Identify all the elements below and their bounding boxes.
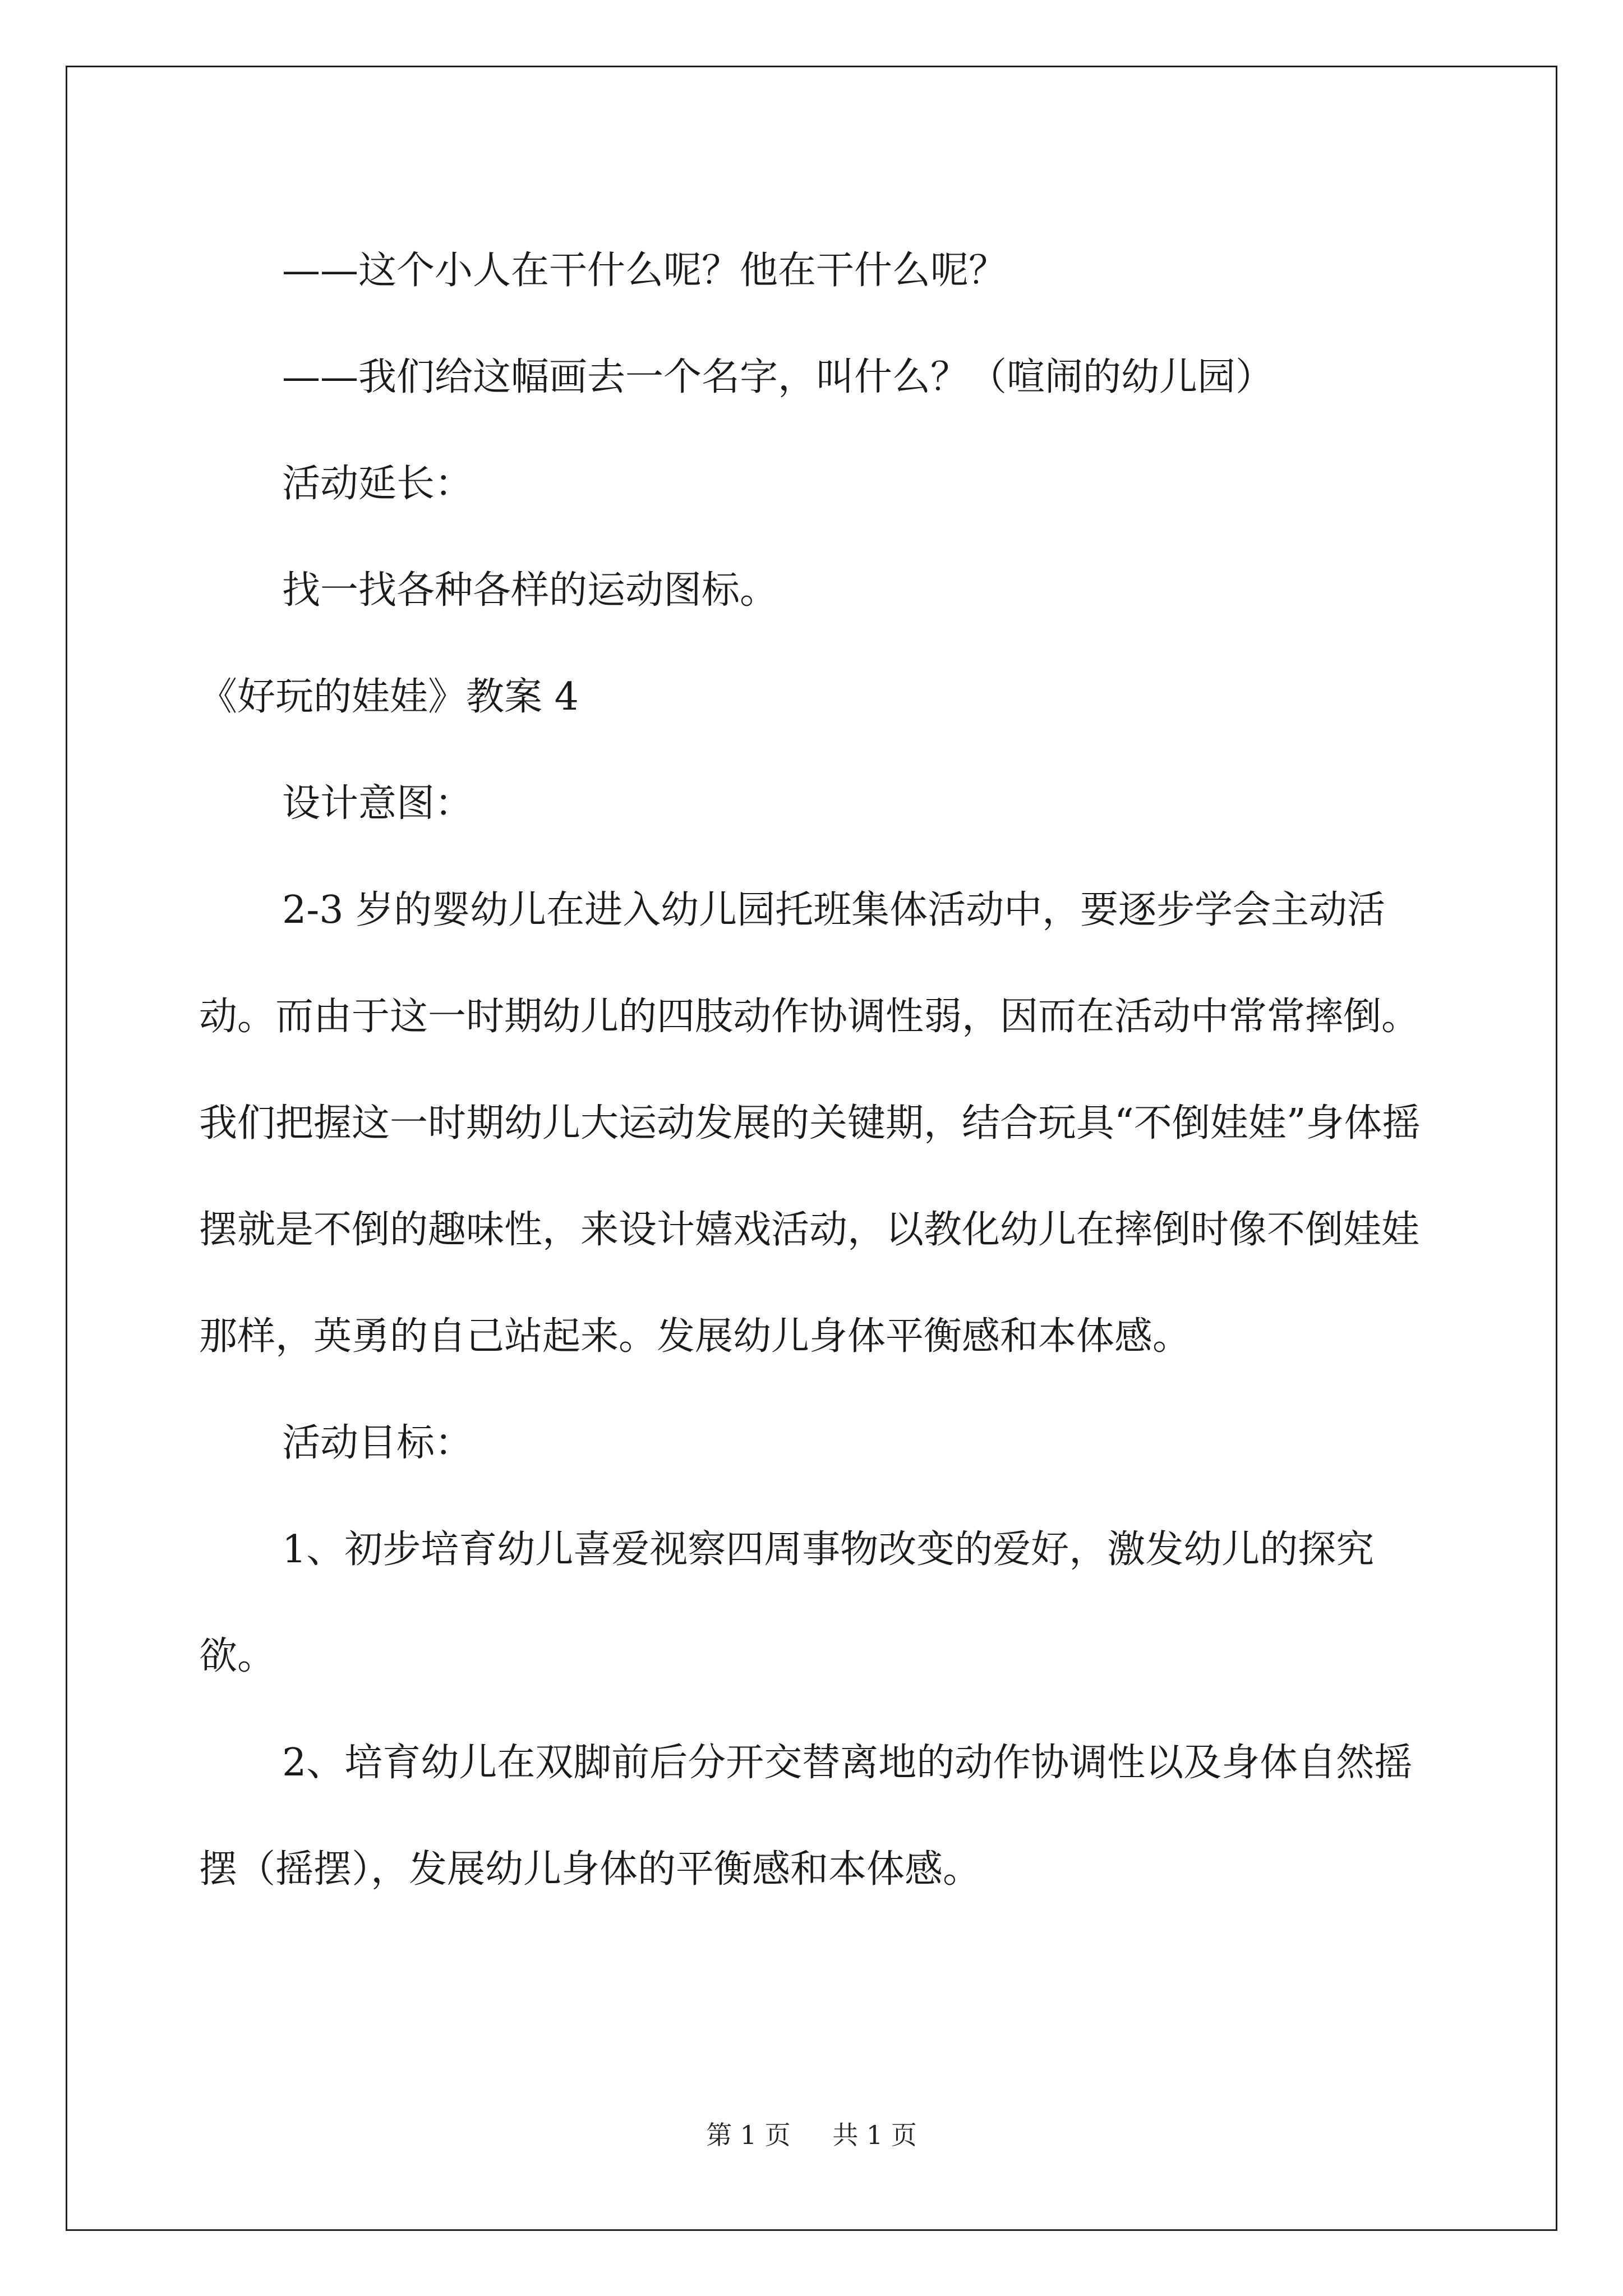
section-label-goals: 活动目标： — [282, 1421, 473, 1465]
lesson-title: 《好玩的娃娃》教案 4 — [199, 675, 579, 719]
section-label-design: 设计意图： — [282, 781, 473, 826]
dialogue-line-1: ——这个小人在干什么呢？他在干什么呢？ — [282, 249, 1007, 293]
page-total: 共 1 页 — [832, 2120, 917, 2150]
document-body — [199, 218, 1433, 1923]
section-label-extension: 活动延长： — [282, 462, 473, 506]
extension-text: 找一找各种各样的运动图标。 — [282, 568, 778, 613]
page-footer — [0, 2115, 1623, 2152]
goal-item-2: 2、培育幼儿在双脚前后分开交替离地的动作协调性以及身体自然摇摆（摇摆），发展幼儿身体的平衡感和本体感。 — [199, 1741, 1413, 1892]
dialogue-line-2: ——我们给这幅画去一个名字，叫什么？（喧闹的幼儿园） — [282, 355, 1274, 399]
design-intent-paragraph: 2-3 岁的婴幼儿在进入幼儿园托班集体活动中，要逐步学会主动活动。而由于这一时期幼儿的四肢动作协调性弱，因而在活动中常常摔倒。我们把握这一时期幼儿大运动发展的关键期，结合玩具“不倒娃娃”身体摇摆就是不倒的趣味性，来设计嬉戏活动，以教化幼儿在摔倒时像不倒娃娃那样，英勇的自己站起来。发展幼儿身体平衡感和本体感。 — [199, 888, 1421, 1359]
page-number: 第 1 页 — [706, 2120, 791, 2150]
goal-item-1: 1、初步培育幼儿喜爱视察四周事物改变的爱好，激发幼儿的探究欲。 — [199, 1527, 1375, 1678]
